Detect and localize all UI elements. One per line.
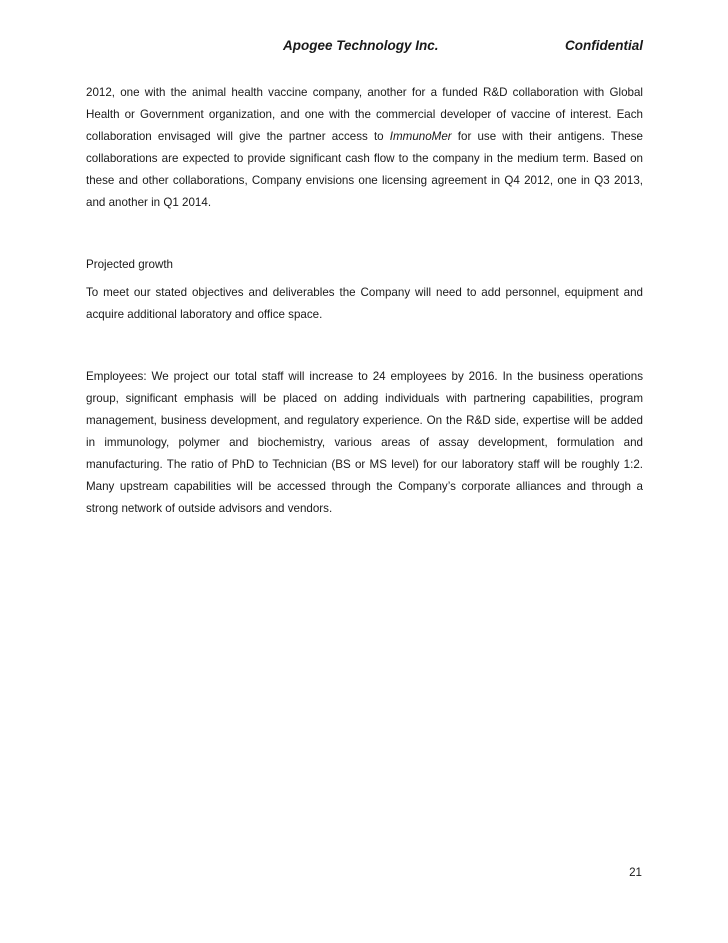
paragraph-collaborations-text-a: 2012, one with the animal health vaccine company, another for a funded R&D collaboration with Global Health or Government organization, and one with the commercial developer of vaccine of interest. Each collaboration envisaged will give the partner access to [86, 86, 643, 143]
header-confidential-label: Confidential [565, 38, 643, 53]
paragraph-projected-growth: To meet our stated objectives and deliverables the Company will need to add personnel, equipment and acquire additional laboratory and office space. [86, 286, 643, 321]
page-header [86, 38, 643, 58]
document-body [86, 82, 643, 520]
paragraph-employees: Employees: We project our total staff will increase to 24 employees by 2016. In the business operations group, significant emphasis will be placed on adding individuals with partnering capabilities, program management, business development, and regulatory experience. On the R&D side, expertise will be added in immunology, polymer and biochemistry, various areas of assay development, formulation and manufacturing. The ratio of PhD to Technician (BS or MS level) for our laboratory staff will be roughly 1:2. Many upstream capabilities will be accessed through the Company’s corporate alliances and through a strong network of outside advisors and vendors. [86, 370, 643, 515]
product-name-immunomer: ImmunoMer [389, 130, 452, 143]
page-number: 21 [629, 866, 642, 879]
header-company-name: Apogee Technology Inc. [283, 38, 439, 53]
paragraph-collaborations [86, 82, 643, 214]
paragraph-collaborations-text-b: for use with their antigens. These collaborations are expected to provide significant cash flow to the company in the medium term. Based on these and other collaborations, Company envisions one licensing agreement in Q4 2012, one in Q3 2013, and another in Q1 2014. [86, 130, 643, 209]
section-heading-projected-growth: Projected growth [86, 258, 173, 271]
